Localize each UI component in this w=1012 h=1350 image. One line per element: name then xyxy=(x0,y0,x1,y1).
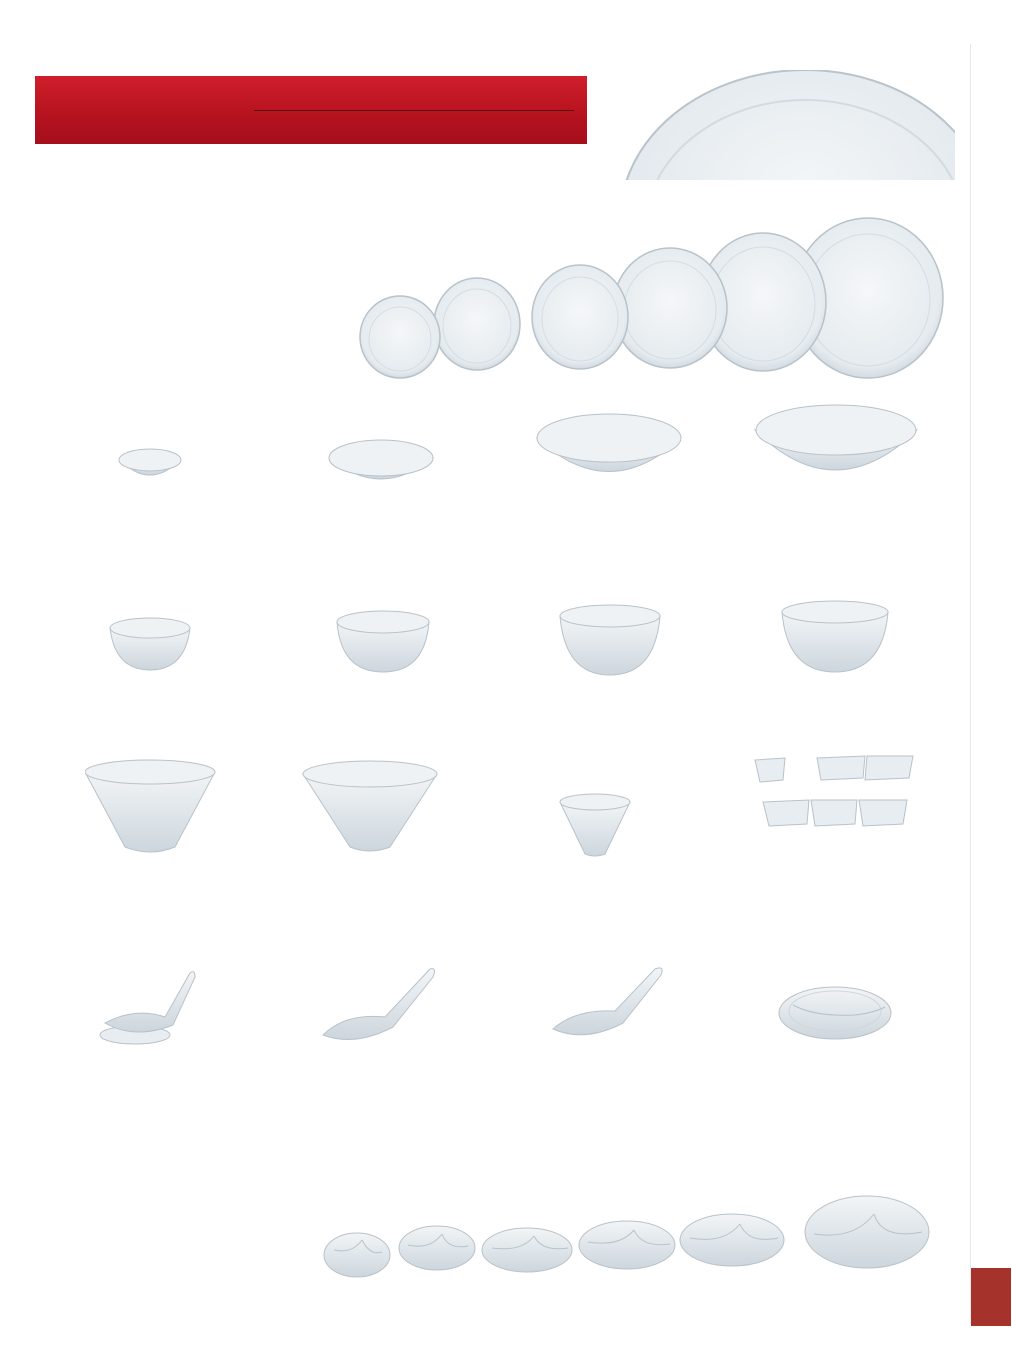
condiment-dishes xyxy=(755,756,913,826)
bowl-21cm-kiritate xyxy=(303,761,437,851)
divided-plate-10cm xyxy=(324,1233,390,1277)
divided-plates-image xyxy=(322,1190,962,1295)
plate-17cm xyxy=(434,278,520,370)
plate-21cm xyxy=(613,248,727,368)
bowl-14cm xyxy=(560,605,660,675)
rice-bowl-13cm xyxy=(560,794,630,856)
divided-plate-12cm xyxy=(399,1226,475,1270)
divided-plate-17cm xyxy=(680,1214,784,1266)
deep-plate-10cm xyxy=(119,449,181,475)
bowl-12cm xyxy=(337,611,429,672)
deep-plate-21cm xyxy=(537,414,681,472)
plates-lineup-image xyxy=(355,212,945,387)
spoon-large xyxy=(323,969,434,1040)
divided-plate-15cm xyxy=(579,1221,675,1269)
spoons-image xyxy=(95,965,905,1070)
divided-plate-14cm xyxy=(482,1228,572,1272)
deep-plates-image xyxy=(115,400,935,495)
divided-plate-22cm xyxy=(805,1196,929,1268)
spoon-small-with-stand xyxy=(100,972,195,1044)
plate-19cm xyxy=(532,265,628,369)
ramen-spoon xyxy=(553,968,662,1035)
bowls-image xyxy=(105,600,895,680)
banner-rule xyxy=(254,110,574,111)
deep-plate-14cm xyxy=(329,440,433,479)
side-tab-current[interactable] xyxy=(971,1268,1011,1326)
bowl-16cm xyxy=(782,601,888,672)
plate-14cm xyxy=(360,296,440,378)
round-divided-plate xyxy=(779,987,891,1039)
deep-plate-24cm xyxy=(755,405,917,470)
side-index xyxy=(970,44,1011,1324)
large-bowls-image xyxy=(85,752,920,862)
bowl-18cm-kiritate xyxy=(85,760,215,852)
bowl-11cm xyxy=(110,618,190,670)
hero-plate-image xyxy=(620,70,955,180)
